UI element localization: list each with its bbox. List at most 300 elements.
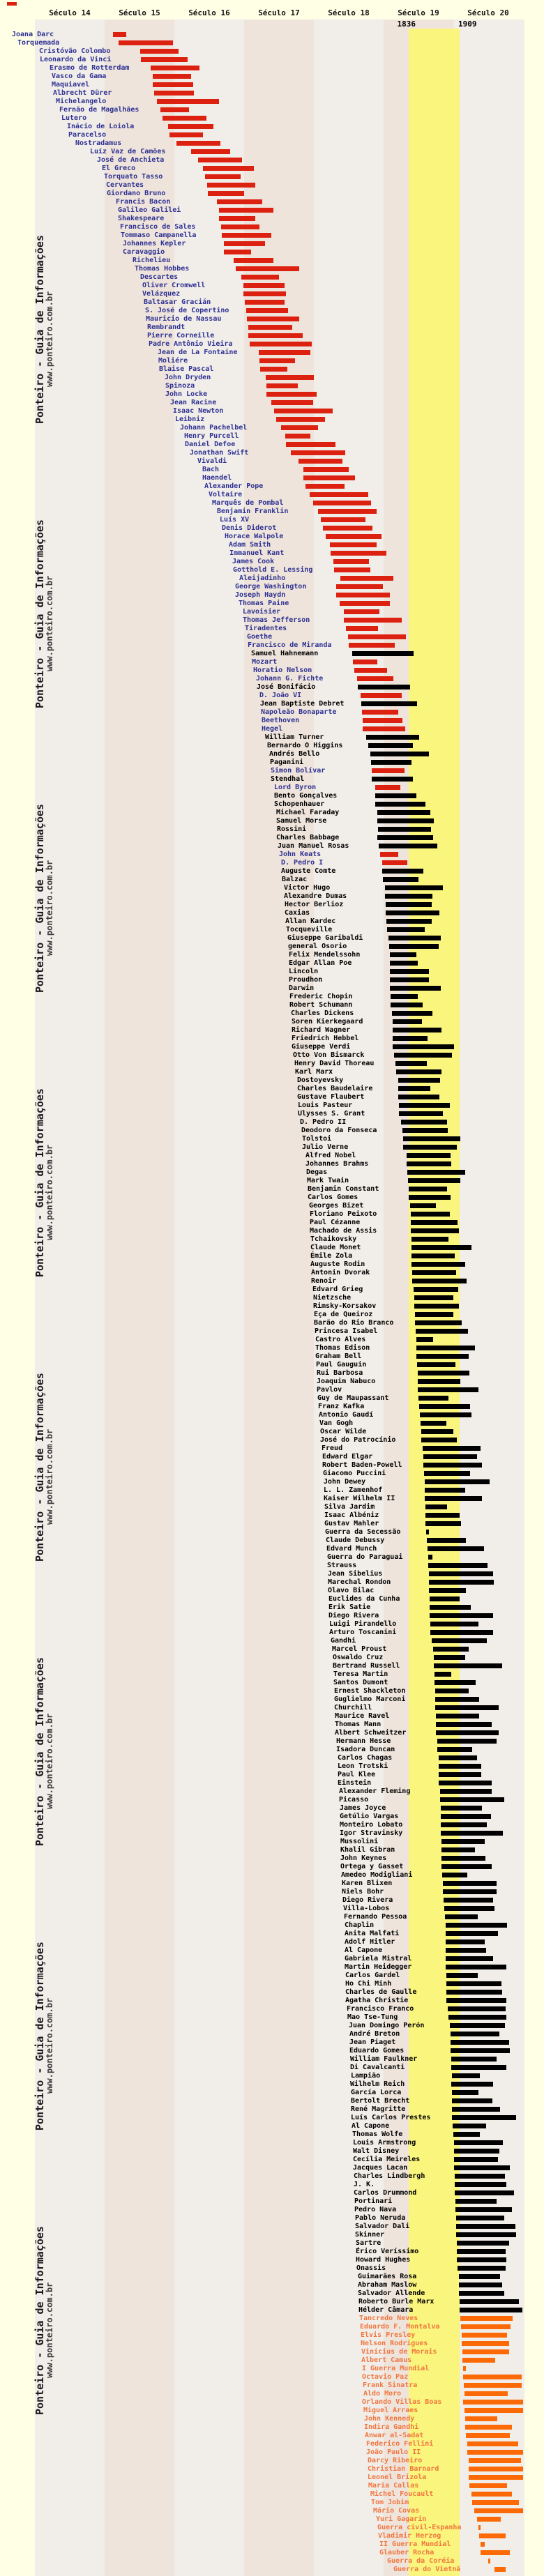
lifespan-bar [428, 1563, 488, 1568]
lifespan-bar [452, 2107, 500, 2112]
person-name-label: Isaac Newton [173, 407, 224, 415]
lifespan-bar [221, 224, 259, 229]
person-name-label: Bertrand Russell [333, 1662, 400, 1670]
lifespan-bar [393, 1019, 422, 1024]
lifespan-bar [386, 902, 432, 907]
lifespan-bar [310, 492, 368, 497]
person-name-label: Darcy Ribeiro [368, 2457, 423, 2464]
person-name-label: John Kennedy [364, 2415, 415, 2423]
person-name-label: Marcel Proust [332, 1645, 387, 1653]
person-name-label: Onassis [356, 2264, 386, 2272]
lifespan-bar [411, 1253, 455, 1258]
person-name-label: Johannes Kepler [123, 240, 186, 247]
person-name-label: John Locke [165, 390, 208, 398]
person-name-label: Georges Bizet [309, 1202, 364, 1210]
person-name-label: Velázquez [142, 290, 181, 298]
person-name-label: Émile Zola [310, 1252, 353, 1260]
lifespan-bar [452, 2115, 516, 2120]
person-name-label: Juan Domingo Perón [349, 2022, 425, 2029]
lifespan-bar [224, 241, 265, 246]
lifespan-bar [219, 208, 273, 213]
lifespan-bar [340, 576, 393, 581]
lifespan-bar [344, 618, 402, 623]
person-name-label: Hector Berlioz [285, 901, 344, 908]
person-name-label: Agatha Christie [345, 1997, 409, 2004]
person-name-label: Martin Heidegger [345, 1963, 412, 1971]
lifespan-bar [160, 107, 189, 112]
event-duration-bar [488, 2559, 490, 2563]
lifespan-bar [441, 1831, 503, 1836]
person-name-label: Floriano Peixoto [310, 1210, 377, 1218]
lifespan-bar [455, 2207, 512, 2212]
lifespan-bar [402, 1128, 448, 1133]
lifespan-bar [455, 2182, 506, 2187]
lifespan-bar [259, 350, 310, 355]
lifespan-bar [396, 1069, 441, 1074]
person-name-label: Olavo Bilac [328, 1587, 375, 1594]
lifespan-bar [363, 726, 405, 731]
person-name-label: Johann Pachelbel [180, 424, 248, 432]
person-name-label: Descartes [140, 273, 179, 281]
lifespan-bar [452, 2090, 478, 2095]
person-name-label: Marechal Rondon [328, 1578, 391, 1586]
lifespan-bar [459, 2291, 504, 2296]
event-name-label: Guerra da Secessão [325, 1528, 401, 1536]
lifespan-bar [224, 250, 251, 254]
event-duration-bar [494, 2567, 506, 2572]
person-name-label: Getúlio Vargas [340, 1813, 399, 1820]
person-name-label: Igor Stravinsky [340, 1829, 403, 1837]
person-name-label: Albrecht Dürer [53, 89, 112, 97]
person-name-label: Auguste Rodin [310, 1260, 365, 1268]
lifespan-bar [430, 1622, 478, 1626]
lifespan-bar [455, 2174, 505, 2179]
lifespan-bar [446, 1923, 507, 1928]
person-name-label: Charles Babbage [276, 834, 340, 841]
lifespan-bar [398, 1086, 430, 1091]
lifespan-bar [412, 1279, 467, 1283]
person-name-label: Henry David Thoreau [294, 1060, 375, 1067]
lifespan-bar [250, 342, 312, 346]
person-name-label: Jacques Lacan [353, 2164, 408, 2172]
lifespan-bar [456, 2216, 504, 2220]
lifespan-bar [236, 266, 299, 271]
person-name-label: Goethe [247, 633, 273, 641]
lifespan-bar [415, 1320, 462, 1325]
person-name-label: Erasmo de Rotterdam [50, 64, 130, 72]
person-name-label: Nietzsche [313, 1294, 352, 1302]
lifespan-bar [446, 1956, 493, 1961]
lifespan-bar [424, 1471, 470, 1476]
person-name-label: Erik Satie [328, 1603, 371, 1611]
lifespan-bar [408, 1178, 460, 1183]
lifespan-bar [271, 400, 313, 405]
person-name-label: Miguel Arraes [363, 2407, 418, 2414]
lifespan-bar [366, 735, 419, 740]
lifespan-bar [391, 994, 418, 999]
lifespan-bar [353, 660, 377, 664]
lifespan-bar [361, 701, 417, 706]
person-name-label: Leon Trotski [338, 1762, 388, 1770]
person-name-label: Karl Marx [295, 1068, 333, 1076]
lifespan-bar [169, 132, 203, 137]
lifespan-bar [435, 1689, 469, 1693]
lifespan-bar [349, 643, 395, 648]
person-name-label: Johann G. Fichte [256, 675, 324, 683]
person-name-label: José Bonifácio [257, 683, 316, 691]
person-name-label: Joseph Haydn [235, 591, 286, 599]
person-name-label: Cecília Meireles [353, 2156, 421, 2163]
lifespan-bar [444, 1906, 494, 1911]
event-name-label: Guerra da Coréia [387, 2557, 455, 2565]
person-name-label: Nostradamus [75, 139, 122, 147]
lifespan-bar [333, 559, 369, 564]
lifespan-bar [465, 2416, 497, 2421]
lifespan-bar [459, 2274, 500, 2279]
person-name-label: J. K. [354, 2181, 375, 2188]
person-name-label: Oscar Wilde [320, 1428, 367, 1435]
lifespan-bar [439, 1772, 481, 1777]
event-name-label: Guerra civil-Espanha [377, 2524, 462, 2531]
person-name-label: D. Pedro II [300, 1118, 347, 1126]
lifespan-bar [430, 1596, 460, 1601]
lifespan-bar [446, 1939, 485, 1944]
person-name-label: Ortega y Gasset [340, 1863, 404, 1870]
person-name-label: Shakespeare [118, 215, 165, 222]
person-name-label: Teresa Martin [333, 1670, 388, 1678]
sidebar-site-url: www.ponteiro.com.br [45, 291, 54, 387]
lifespan-bar [352, 651, 414, 656]
person-name-label: Joana Darc [12, 31, 54, 38]
person-name-label: Barão do Rio Branco [314, 1319, 394, 1327]
person-name-label: Benjamin Franklin [217, 508, 289, 515]
person-name-label: Francisco de Miranda [248, 641, 332, 649]
lifespan-bar [259, 358, 295, 363]
lifespan-bar [436, 1730, 499, 1735]
person-name-label: Luís Carlos Prestes [351, 2114, 431, 2121]
person-name-label: Charles Baudelaire [297, 1085, 373, 1092]
person-name-label: John Dryden [165, 374, 211, 381]
person-name-label: Balzac [282, 876, 308, 883]
lifespan-bar [430, 1605, 471, 1610]
lifespan-bar [305, 484, 345, 489]
sidebar-site-title: Ponteiro - Guia de Informações [33, 519, 46, 708]
lifespan-bar [409, 1187, 447, 1191]
century-stripe [105, 20, 174, 2576]
person-name-label: Euclides da Cunha [328, 1595, 400, 1603]
lifespan-bar [386, 919, 432, 924]
lifespan-bar [429, 1571, 493, 1576]
person-name-label: Rimsky-Korsakov [313, 1302, 377, 1310]
person-name-label: Giacomo Puccini [323, 1470, 386, 1477]
person-name-label: Jean Baptiste Debret [260, 700, 345, 708]
lifespan-bar [469, 2467, 523, 2471]
lifespan-bar [465, 2425, 512, 2430]
lifespan-bar [403, 1145, 457, 1150]
person-name-label: John Dewey [324, 1478, 366, 1486]
lifespan-bar [443, 1881, 497, 1886]
lifespan-bar [243, 291, 286, 296]
person-name-label: Salvador Dali [355, 2223, 410, 2230]
person-name-label: James Cook [232, 558, 275, 565]
lifespan-bar [361, 693, 402, 698]
lifespan-bar [390, 977, 429, 982]
lifespan-bar [443, 1889, 497, 1894]
person-name-label: Spinoza [165, 382, 195, 390]
lifespan-bar [434, 1663, 502, 1668]
person-name-label: Haendel [202, 474, 232, 482]
person-name-label: Nelson Rodrigues [361, 2340, 428, 2347]
person-name-label: Michelangelo [56, 98, 107, 105]
lifespan-bar [464, 2408, 523, 2413]
lifespan-bar [344, 609, 379, 614]
event-duration-bar [478, 2525, 481, 2530]
person-name-label: Van Gogh [319, 1419, 354, 1427]
person-name-label: Allan Kardec [285, 917, 336, 925]
lifespan-bar [393, 1044, 454, 1049]
person-name-label: Edgar Allan Poe [289, 959, 352, 967]
person-name-label: Robert Schumann [289, 1001, 353, 1009]
lifespan-bar [435, 1697, 479, 1702]
lifespan-bar [454, 2157, 498, 2162]
lifespan-bar [446, 1981, 501, 1986]
person-name-label: Antonin Dvorak [311, 1269, 370, 1276]
person-name-label: Roberto Burle Marx [358, 2298, 435, 2306]
lifespan-bar [362, 710, 398, 715]
lifespan-bar [446, 1998, 506, 2003]
lifespan-bar [411, 1245, 471, 1250]
lifespan-bar [429, 1580, 494, 1585]
person-name-label: Torquato Tasso [104, 173, 163, 181]
person-name-label: Renoir [311, 1277, 337, 1285]
band-end-year-label: 1909 [458, 20, 477, 29]
lifespan-bar [370, 752, 429, 756]
lifespan-bar [446, 1965, 506, 1969]
lifespan-bar [446, 1931, 498, 1936]
person-name-label: Leonardo da Vinci [40, 56, 112, 63]
lifespan-bar [441, 1839, 485, 1844]
person-name-label: René Magritte [351, 2105, 406, 2113]
lifespan-bar [382, 869, 423, 874]
person-name-label: Paganini [270, 759, 304, 766]
lifespan-bar [409, 1195, 451, 1200]
person-name-label: Tom Jobim [371, 2499, 409, 2506]
lifespan-bar [375, 802, 425, 807]
lifespan-bar [454, 2140, 503, 2145]
lifespan-bar [380, 852, 398, 857]
person-name-label: Eduardo Gomes [349, 2047, 405, 2055]
lifespan-bar [479, 2533, 506, 2538]
person-name-label: Mário Covas [373, 2507, 420, 2515]
lifespan-bar [451, 2057, 497, 2061]
lifespan-bar [440, 1797, 504, 1802]
person-name-label: Vasco da Gama [52, 73, 107, 80]
person-name-label: Louis Pasteur [298, 1102, 353, 1109]
lifespan-bar [392, 1011, 432, 1016]
lifespan-bar [393, 1036, 428, 1041]
person-name-label: Giordano Bruno [107, 190, 166, 197]
lifespan-bar [208, 191, 244, 196]
person-name-label: Beethoven [262, 717, 300, 724]
lifespan-bar [457, 2241, 509, 2246]
person-name-label: Robert Baden-Powell [322, 1461, 402, 1469]
person-name-label: Maria Callas [368, 2482, 419, 2490]
lifespan-bar [418, 1387, 478, 1392]
person-name-label: Picasso [339, 1796, 369, 1804]
person-name-label: Karen Blixen [342, 1880, 393, 1887]
lifespan-bar [407, 1170, 465, 1175]
person-name-label: Fernão de Magalhães [59, 106, 139, 114]
person-name-label: Federico Fellini [366, 2440, 434, 2448]
lifespan-bar [432, 1638, 487, 1643]
person-name-label: Giuseppe Verdi [292, 1043, 351, 1051]
lifespan-bar [266, 375, 314, 380]
person-name-label: Immanuel Kant [229, 549, 285, 557]
person-name-label: James Joyce [340, 1804, 386, 1812]
person-name-label: Santos Dumont [333, 1679, 388, 1686]
person-name-label: Otto Von Bismarck [293, 1051, 365, 1059]
lifespan-bar [378, 827, 431, 832]
event-name-label: Guerra do Vietnã [393, 2566, 461, 2573]
sidebar-site-title: Ponteiro - Guia de Informações [33, 1942, 46, 2131]
lifespan-bar [260, 367, 287, 372]
lifespan-bar [425, 1479, 490, 1484]
lifespan-bar [419, 1404, 470, 1409]
person-name-label: Lampião [351, 2072, 381, 2080]
person-name-label: Thomas Edison [315, 1344, 370, 1352]
person-name-label: Anita Malfati [345, 1930, 400, 1937]
person-name-label: Castro Alves [315, 1336, 366, 1343]
person-name-label: Kaiser Wilhelm II [324, 1495, 395, 1502]
person-name-label: Tommaso Campanella [121, 231, 197, 239]
lifespan-bar [463, 2400, 523, 2404]
lifespan-bar [340, 601, 390, 606]
person-name-label: Julio Verne [302, 1143, 349, 1151]
person-name-label: Samuel Morse [276, 817, 327, 825]
person-name-label: Michel Foucault [370, 2490, 434, 2498]
lifespan-bar [386, 910, 439, 915]
person-name-label: El Greco [102, 165, 136, 172]
sidebar-site-title: Ponteiro - Guia de Informações [33, 1373, 46, 1562]
person-name-label: Paul Klee [338, 1771, 376, 1778]
person-name-label: Di Cavalcanti [350, 2064, 405, 2071]
person-name-label: Ernest Shackleton [334, 1687, 406, 1695]
lifespan-bar [442, 1873, 467, 1877]
person-name-label: Louis Armstrong [353, 2139, 416, 2147]
lifespan-bar [451, 2032, 499, 2036]
lifespan-bar [423, 1463, 482, 1468]
lifespan-bar [445, 1914, 478, 1919]
lifespan-bar [469, 2483, 507, 2488]
person-name-label: Lavoisier [243, 608, 281, 616]
person-name-label: Thomas Jefferson [243, 616, 310, 624]
person-name-label: Gustave Flaubert [297, 1093, 365, 1101]
lifespan-bar [291, 450, 345, 455]
lifespan-bar [436, 1722, 492, 1727]
person-name-label: Albert Camus [361, 2356, 412, 2364]
person-name-label: Bertolt Brecht [351, 2097, 410, 2105]
lifespan-bar [416, 1337, 433, 1342]
person-name-label: Rossini [277, 825, 307, 833]
lifespan-bar [446, 1973, 478, 1978]
lifespan-bar [399, 1103, 450, 1108]
person-name-label: Antonio Gaudí [319, 1411, 374, 1419]
lifespan-bar [444, 1898, 493, 1903]
lifespan-bar [246, 308, 288, 313]
lifespan-bar [455, 2199, 497, 2204]
person-name-label: Francis Bacon [116, 198, 171, 206]
person-name-label: Luíz Vaz de Camões [90, 148, 166, 155]
person-name-label: Tocqueville [286, 926, 333, 933]
lifespan-bar [398, 1095, 439, 1099]
person-name-label: Cristóvão Colombo [39, 47, 111, 55]
lifespan-bar [416, 1354, 469, 1359]
person-name-label: Jean de La Fontaine [158, 349, 238, 356]
person-name-label: Amedeo Modigliani [341, 1871, 413, 1879]
lifespan-bar [460, 2299, 519, 2304]
person-name-label: Maquiavel [52, 81, 90, 89]
person-name-label: Niels Bohr [342, 1888, 384, 1896]
lifespan-bar [375, 793, 416, 798]
person-name-label: Howard Hughes [356, 2256, 411, 2264]
lifespan-bar [411, 1212, 450, 1217]
person-name-label: Michael Faraday [276, 809, 340, 816]
lifespan-bar [411, 1262, 465, 1267]
person-name-label: Skinner [355, 2231, 385, 2239]
lifespan-bar [418, 1379, 460, 1384]
person-name-label: Guy de Maupassant [317, 1394, 389, 1402]
person-name-label: Alfred Nobel [305, 1152, 356, 1159]
lifespan-bar [358, 685, 410, 689]
person-name-label: Inácio de Loiola [67, 123, 135, 130]
lifespan-bar [168, 124, 213, 129]
person-name-label: Maurice Ravel [335, 1712, 390, 1720]
person-name-label: S. José de Copertino [145, 307, 229, 314]
lifespan-bar [151, 66, 199, 70]
person-name-label: Abraham Maslow [358, 2281, 417, 2289]
lifespan-bar [441, 1864, 492, 1869]
person-name-label: Juan Manuel Rosas [278, 842, 349, 850]
person-name-label: Vladimir Herzog [378, 2532, 441, 2540]
person-name-label: George Washington [235, 583, 307, 590]
person-name-label: Ulysses S. Grant [298, 1110, 365, 1118]
person-name-label: Darwin [289, 984, 315, 992]
lifespan-bar [303, 475, 355, 480]
lifespan-bar [222, 233, 271, 238]
lifespan-bar [453, 2124, 486, 2128]
person-name-label: general Osorio [288, 943, 347, 950]
lifespan-bar [318, 509, 377, 514]
person-name-label: Gotthold E. Lessing [233, 566, 313, 574]
person-name-label: Richelieu [133, 257, 171, 264]
lifespan-bar [357, 676, 393, 681]
person-name-label: Alexander Fleming [339, 1788, 411, 1795]
lifespan-bar [463, 2375, 522, 2379]
lifespan-bar [243, 283, 285, 288]
person-name-label: Pablo Neruda [355, 2214, 406, 2222]
lifespan-bar [410, 1203, 436, 1208]
person-name-label: Edvard Munch [326, 1545, 377, 1553]
person-name-label: Francisco de Sales [120, 223, 196, 231]
lifespan-bar [469, 2475, 523, 2480]
lifespan-bar [372, 768, 405, 773]
person-name-label: Monteiro Lobato [340, 1821, 403, 1829]
person-name-label: Indira Gandhi [364, 2423, 419, 2431]
person-name-label: Tancredo Neves [359, 2315, 418, 2322]
lifespan-bar [441, 1806, 482, 1811]
lifespan-bar [436, 1714, 479, 1718]
person-name-label: Johannes Brahms [305, 1160, 369, 1168]
